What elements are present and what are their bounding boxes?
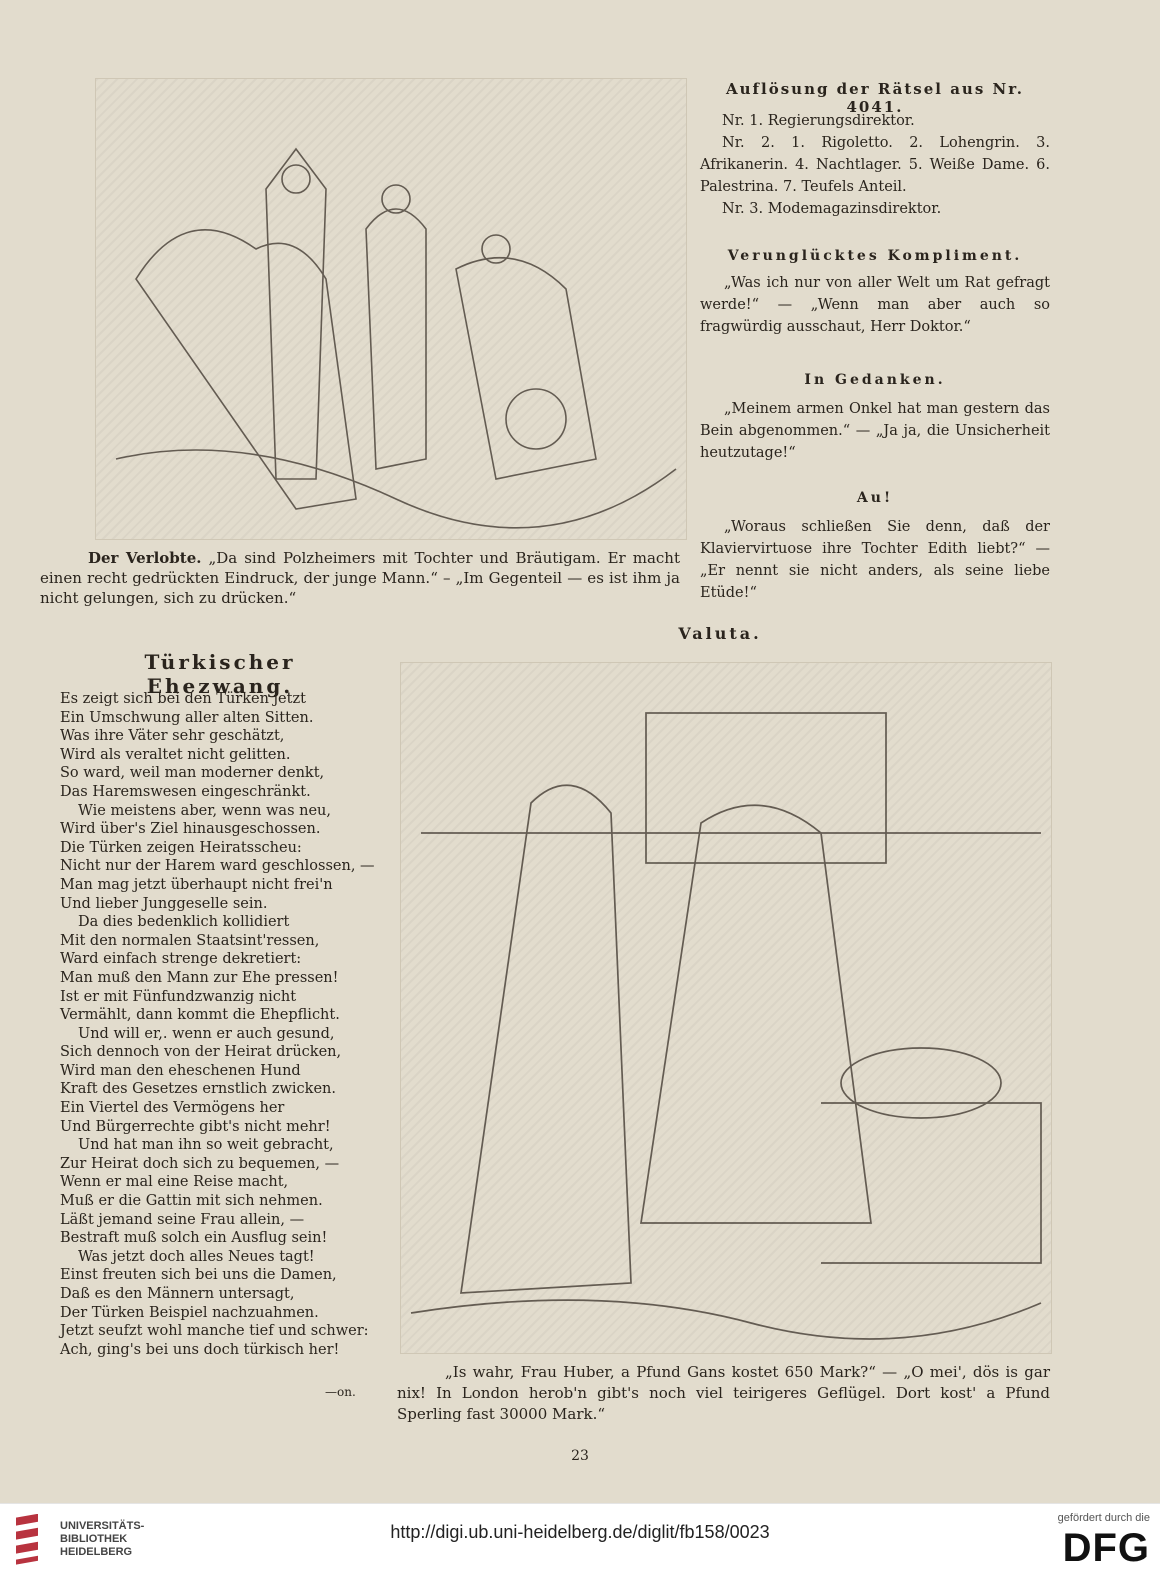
poem-line: Mit den normalen Staatsint'ressen, (60, 932, 320, 949)
dfg-logo: DFG (1062, 1526, 1150, 1570)
poem-line: Ein Viertel des Vermögens her (60, 1100, 285, 1117)
poem-line: Ach, ging's bei uns doch türkisch her! (60, 1341, 340, 1358)
viewer-footer (0, 1503, 1160, 1594)
ehezwang-poem (60, 690, 380, 1359)
poem-line: Was jetzt doch alles Neues tagt! (78, 1248, 315, 1265)
cartoon1-caption (40, 548, 680, 608)
poem-line: Daß es den Männern untersagt, (60, 1286, 295, 1302)
poem-line: Ward einfach strenge dekretiert: (60, 951, 302, 968)
poem-line: Wird man den eheschenen Hund (60, 1062, 301, 1079)
cartoon1-caption-text: „Da sind Polzheimers mit Tochter und Bräutigam. Er macht einen recht gedrückten Eindruck, der junge Mann.“ – „Im Gegenteil — es ist ihm ja nicht gelungen, sich zu drücken.“ (40, 549, 680, 607)
poem-line: So ward, weil man moderner denkt, (60, 765, 325, 782)
funded-by-label: gefördert durch die (1057, 1512, 1150, 1524)
poem-line: Und will er,. wenn er auch gesund, (78, 1025, 335, 1042)
raetsel-answer-2: Nr. 2. 1. Rigoletto. 2. Lohengrin. 3. Afrikanerin. 4. Nachtlager. 5. Weiße Dame. 6. Palestrina. 7. Teufels Anteil. (700, 135, 1050, 195)
cartoon-valuta-market-women (400, 662, 1052, 1354)
page-number: 23 (571, 1448, 589, 1464)
library-line-2: BIBLIOTHEK (60, 1533, 128, 1545)
kompliment-title: Verunglücktes Kompliment. (727, 248, 1023, 264)
poem-line: Und hat man ihn so weit gebracht, (78, 1137, 334, 1154)
valuta-title: Valuta. (678, 624, 762, 643)
poem-line: Wird über's Ziel hinausgeschossen. (60, 821, 321, 838)
poem-line: Die Türken zeigen Heiratsscheu: (60, 839, 302, 856)
poem-line: Zur Heirat doch sich zu bequemen, — (60, 1155, 340, 1172)
poem-line: Der Türken Beispiel nachzuahmen. (60, 1304, 319, 1321)
poem-line: Das Haremswesen eingeschränkt. (60, 783, 311, 800)
poem-line: Und Bürgerrechte gibt's nicht mehr! (60, 1118, 331, 1135)
poem-line: Da dies bedenklich kollidiert (78, 914, 290, 931)
poem-line: Einst freuten sich bei uns die Damen, (60, 1267, 337, 1284)
poem-line: Wie meistens aber, wenn was neu, (78, 802, 331, 819)
cartoon1-caption-lead: Der Verlobte. (88, 549, 202, 567)
poem-line: Man mag jetzt überhaupt nicht frei'n (60, 876, 333, 893)
au-title: Au! (856, 490, 894, 506)
poem-line: Wenn er mal eine Reise macht, (60, 1174, 289, 1191)
kompliment-text: „Was ich nur von aller Welt um Rat gefragt werde!“ — „Wenn man aber auch so fragwürdig ausschaut, Herr Doktor.“ (700, 275, 1050, 335)
library-line-1: UNIVERSITÄTS- (60, 1520, 145, 1532)
poem-line: Sich dennoch von der Heirat drücken, (60, 1044, 342, 1061)
cartoon-engaged-family (95, 78, 687, 540)
valuta-caption: „Is wahr, Frau Huber, a Pfund Gans kostet 650 Mark?“ — „O mei', dös is gar nix! In London herob'n gibt's noch viel teirigeres Geflügel. Dort kost' a Pfund Sperling fast 30000 Mark.“ (397, 1363, 1050, 1423)
poem-line: Man muß den Mann zur Ehe pressen! (60, 969, 339, 986)
raetsel-title: Auflösung der Rätsel aus Nr. 4041. (726, 80, 1024, 116)
poem-line: Es zeigt sich bei den Türken jetzt (60, 691, 306, 707)
poem-line: Muß er die Gattin mit sich nehmen. (60, 1193, 323, 1210)
permalink-url[interactable]: http://digi.ub.uni-heidelberg.de/diglit/fb158/0023 (390, 1522, 770, 1542)
au-text: „Woraus schließen Sie denn, daß der Klaviervirtuose ihre Tochter Edith liebt?“ — „Er nennt sie nicht anders, als seine liebe Etüde!“ (700, 519, 1050, 601)
poem-line: Jetzt seufzt wohl manche tief und schwer: (60, 1323, 369, 1340)
poem-line: Und lieber Junggeselle sein. (60, 895, 268, 912)
poem-line: Läßt jemand seine Frau allein, — (60, 1211, 305, 1228)
poem-line: Bestraft muß solch ein Ausflug sein! (60, 1230, 328, 1247)
library-line-3: HEIDELBERG (60, 1546, 133, 1558)
gedanken-title: In Gedanken. (804, 372, 946, 388)
poem-line: Ein Umschwung aller alten Sitten. (60, 709, 314, 726)
ehezwang-signature: —on. (325, 1385, 356, 1399)
poem-line: Kraft des Gesetzes ernstlich zwicken. (60, 1081, 336, 1098)
raetsel-answers (700, 110, 1050, 220)
poem-line: Vermählt, dann kommt die Ehepflicht. (60, 1007, 340, 1024)
poem-line: Ist er mit Fünfundzwanzig nicht (60, 988, 297, 1005)
raetsel-answer-3: Nr. 3. Modemagazinsdirektor. (722, 201, 942, 217)
poem-line: Nicht nur der Harem ward geschlossen, — (60, 858, 375, 875)
poem-line: Wird als veraltet nicht gelitten. (60, 746, 291, 763)
poem-line: Was ihre Väter sehr geschätzt, (60, 728, 285, 745)
gedanken-text: „Meinem armen Onkel hat man gestern das Bein abgenommen.“ — „Ja ja, die Unsicherheit heutzutage!“ (700, 401, 1050, 461)
raetsel-answer-1: Nr. 1. Regierungsdirektor. (722, 113, 915, 129)
ehezwang-title: Türkischer Ehezwang. (144, 650, 296, 698)
